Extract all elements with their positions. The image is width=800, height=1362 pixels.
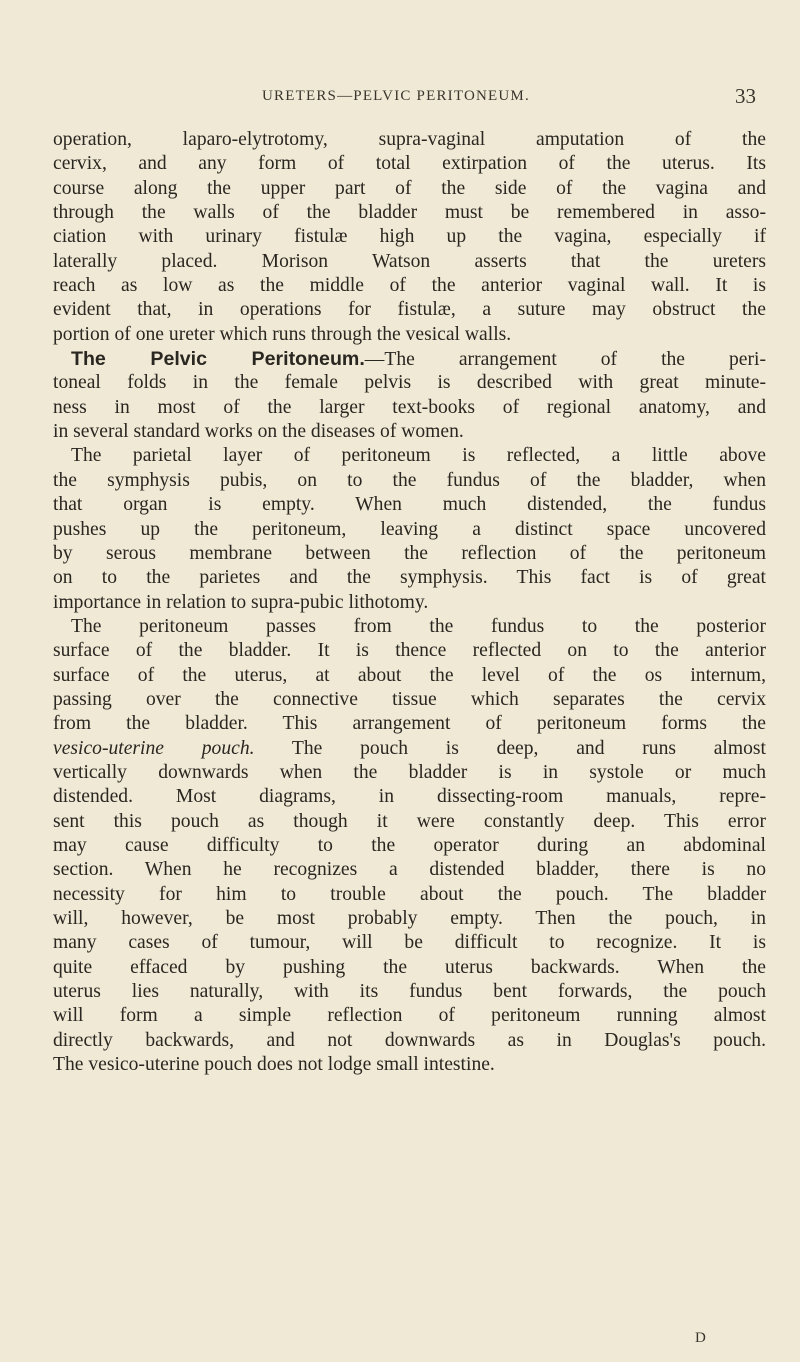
text-line: surface of the uterus, at about the level of the os internum, (53, 664, 766, 686)
text-line: portion of one ureter which runs through the vesical walls. (53, 323, 512, 345)
text-line: will form a simple reflection of peritoneum running almost (53, 1005, 766, 1027)
text-line: may cause difficulty to the operator during an abdominal (53, 834, 766, 856)
italic-term: vesico-uterine pouch. (53, 737, 255, 759)
text-line: evident that, in operations for fistulæ, a suture may obstruct the (53, 299, 766, 321)
italic-line-rest: The pouch is deep, and runs almost (254, 737, 766, 759)
text-line: quite effaced by pushing the uterus backwards. When the (53, 956, 766, 978)
text-line: distended. Most diagrams, in dissecting-room manuals, repre- (53, 786, 766, 808)
text-line: necessity for him to trouble about the pouch. The bladder (53, 883, 766, 905)
text-line: sent this pouch as though it were constantly deep. This error (53, 810, 766, 832)
section-heading-line (53, 347, 766, 371)
text-line: that organ is empty. When much distended, the fundus (53, 494, 766, 516)
page-number: 33 (735, 84, 756, 108)
text-line: The peritoneum passes from the fundus to the posterior (71, 615, 766, 637)
text-line: operation, laparo-elytrotomy, supra-vaginal amputation of the (53, 129, 766, 150)
text-line: vertically downwards when the bladder is in systole or much (53, 761, 766, 783)
text-line: reach as low as the middle of the anterior vaginal wall. It is (53, 275, 766, 297)
text-line: section. When he recognizes a distended bladder, there is no (53, 859, 766, 881)
section-heading: The Pelvic Peritoneum. (71, 348, 365, 371)
text-line: on to the parietes and the symphysis. This fact is of great (53, 567, 766, 589)
text-line: uterus lies naturally, with its fundus bent forwards, the pouch (53, 981, 766, 1003)
text-line: toneal folds in the female pelvis is described with great minute- (53, 372, 766, 394)
text-line: cervix, and any form of total extirpation of the uterus. Its (53, 153, 766, 175)
heading-line-text: —The arrangement of the peri- (364, 349, 766, 371)
text-line: course along the upper part of the side of the vagina and (53, 177, 766, 199)
running-title: URETERS—PELVIC PERITONEUM. (262, 88, 530, 104)
signature-mark: D (695, 1330, 706, 1346)
text-line-with-italic (53, 737, 766, 761)
text-line: through the walls of the bladder must be remembered in asso- (53, 202, 766, 224)
text-line: pushes up the peritoneum, leaving a distinct space uncovered (53, 518, 766, 540)
body-text (53, 128, 766, 1077)
running-head (0, 84, 800, 112)
text-line: ciation with urinary fistulæ high up the vagina, especially if (53, 226, 766, 248)
text-line: The vesico-uterine pouch does not lodge small intestine. (53, 1054, 495, 1076)
text-line: laterally placed. Morison Watson asserts that the ureters (53, 250, 766, 272)
text-line: directly backwards, and not downwards as in Douglas's pouch. (53, 1029, 766, 1051)
text-line: by serous membrane between the reflection of the peritoneum (53, 542, 766, 564)
text-line: surface of the bladder. It is thence reflected on to the anterior (53, 640, 766, 662)
text-line: many cases of tumour, will be difficult to recognize. It is (53, 932, 766, 954)
text-line: from the bladder. This arrangement of peritoneum forms the (53, 713, 766, 735)
text-line: the symphysis pubis, on to the fundus of the bladder, when (53, 469, 766, 491)
text-line: ness in most of the larger text-books of regional anatomy, and (53, 396, 766, 418)
text-line: passing over the connective tissue which separates the cervix (53, 688, 766, 710)
text-line: will, however, be most probably empty. Then the pouch, in (53, 908, 766, 929)
text-line: in several standard works on the diseases of women. (53, 421, 464, 443)
text-line: The parietal layer of peritoneum is reflected, a little above (71, 445, 766, 467)
text-line: importance in relation to supra-pubic lithotomy. (53, 591, 429, 613)
